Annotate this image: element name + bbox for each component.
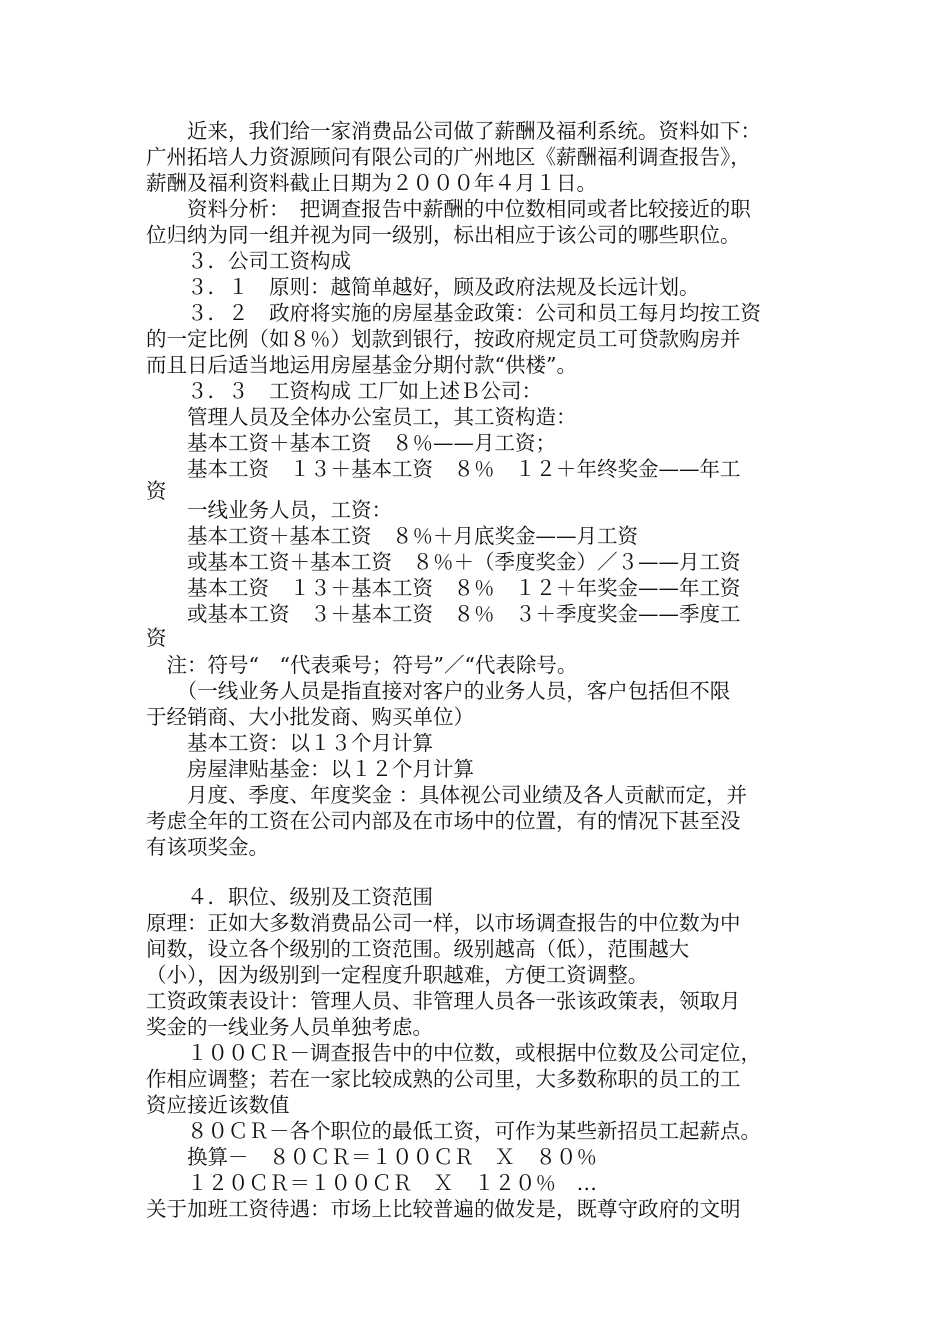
text-line: 而且日后适当地运用房屋基金分期付款“供楼”。 [146,353,577,377]
text-line: 一线业务人员，工资： [146,498,392,522]
text-line: 的一定比例（如８％）划款到银行，按政府规定员工可贷款购房并 [146,327,741,351]
text-line: （小），因为级别到一定程度升职越难，方便工资调整。 [146,963,649,987]
text-line: 原理：正如大多数消费品公司一样，以市场调查报告的中位数为中 [146,911,741,935]
text-line: 奖金的一线业务人员单独考虑。 [146,1015,433,1039]
text-line: 管理人员及全体办公室员工，其工资构造： [146,405,577,429]
section-heading: ３．公司工资构成 [146,249,351,273]
text-line: １２０ＣＲ＝１００ＣＲ Ｘ １２０％ … [146,1171,597,1195]
text-line: 基本工资＋基本工资 ８％＋月底奖金——月工资 [146,524,638,548]
text-line: （一线业务人员是指直接对客户的业务人员，客户包括但不限 [146,679,731,703]
text-line: 资 [146,479,167,503]
text-line: 基本工资 １３＋基本工资 ８％ １２＋年终奖金——年工 [146,457,741,481]
text-line: 资 [146,626,167,650]
text-line: ３．１ 原则：越简单越好，顾及政府法规及长远计划。 [146,275,700,299]
text-line: 关于加班工资待遇：市场上比较普遍的做发是，既尊守政府的文明 [146,1197,741,1221]
text-line: 广州拓培人力资源顾问有限公司的广州地区《薪酬福利调查报告》， [146,145,751,169]
text-line: 位归纳为同一组并视为同一级别，标出相应于该公司的哪些职位。 [146,223,741,247]
text-line: 基本工资 １３＋基本工资 ８％ １２＋年奖金——年工资 [146,576,741,600]
text-line: 或基本工资＋基本工资 ８％＋（季度奖金）／３——月工资 [146,550,741,574]
text-line: 资应接近该数值 [146,1093,290,1117]
text-line: 工资政策表设计：管理人员、非管理人员各一张该政策表，领取月 [146,989,741,1013]
text-line: 资料分析： 把调查报告中薪酬的中位数相同或者比较接近的职 [146,197,751,221]
text-line: 基本工资：以１３个月计算 [146,731,433,755]
text-line: 有该项奖金。 [146,835,269,859]
text-line: 基本工资＋基本工资 ８％——月工资； [146,431,556,455]
text-line: ３．２ 政府将实施的房屋基金政策：公司和员工每月均按工资 [146,301,761,325]
text-line: 考虑全年的工资在公司内部及在市场中的位置，有的情况下甚至没 [146,809,741,833]
text-line: 或基本工资 ３＋基本工资 ８％ ３＋季度奖金——季度工 [146,602,741,626]
note-line: 注：符号“ “代表乘号；符号”／“代表除号。 [146,653,578,677]
text-line: ３．３ 工资构成 工厂如上述Ｂ公司： [146,379,543,403]
text-line: 月度、季度、年度奖金 ：具体视公司业绩及各人贡献而定，并 [146,783,748,807]
text-line: 薪酬及福利资料截止日期为２０００年４月１日。 [146,171,597,195]
text-line: 换算－ ８０ＣＲ＝１００ＣＲ Ｘ ８０％ [146,1145,597,1169]
text-line: 房屋津贴基金：以１２个月计算 [146,757,474,781]
section-heading: ４．职位、级别及工资范围 [146,885,433,909]
text-line: １００ＣＲ－调查报告中的中位数，或根据中位数及公司定位， [146,1041,761,1065]
text-line: 近来，我们给一家消费品公司做了薪酬及福利系统。资料如下： [146,119,761,143]
text-line: ８０ＣＲ－各个职位的最低工资，可作为某些新招员工起薪点。 [146,1119,761,1143]
text-line: 间数，设立各个级别的工资范围。级别越高（低），范围越大 [146,937,690,961]
text-line: 于经销商、大小批发商、购买单位） [146,705,474,729]
text-line: 作相应调整；若在一家比较成熟的公司里，大多数称职的员工的工 [146,1067,741,1091]
